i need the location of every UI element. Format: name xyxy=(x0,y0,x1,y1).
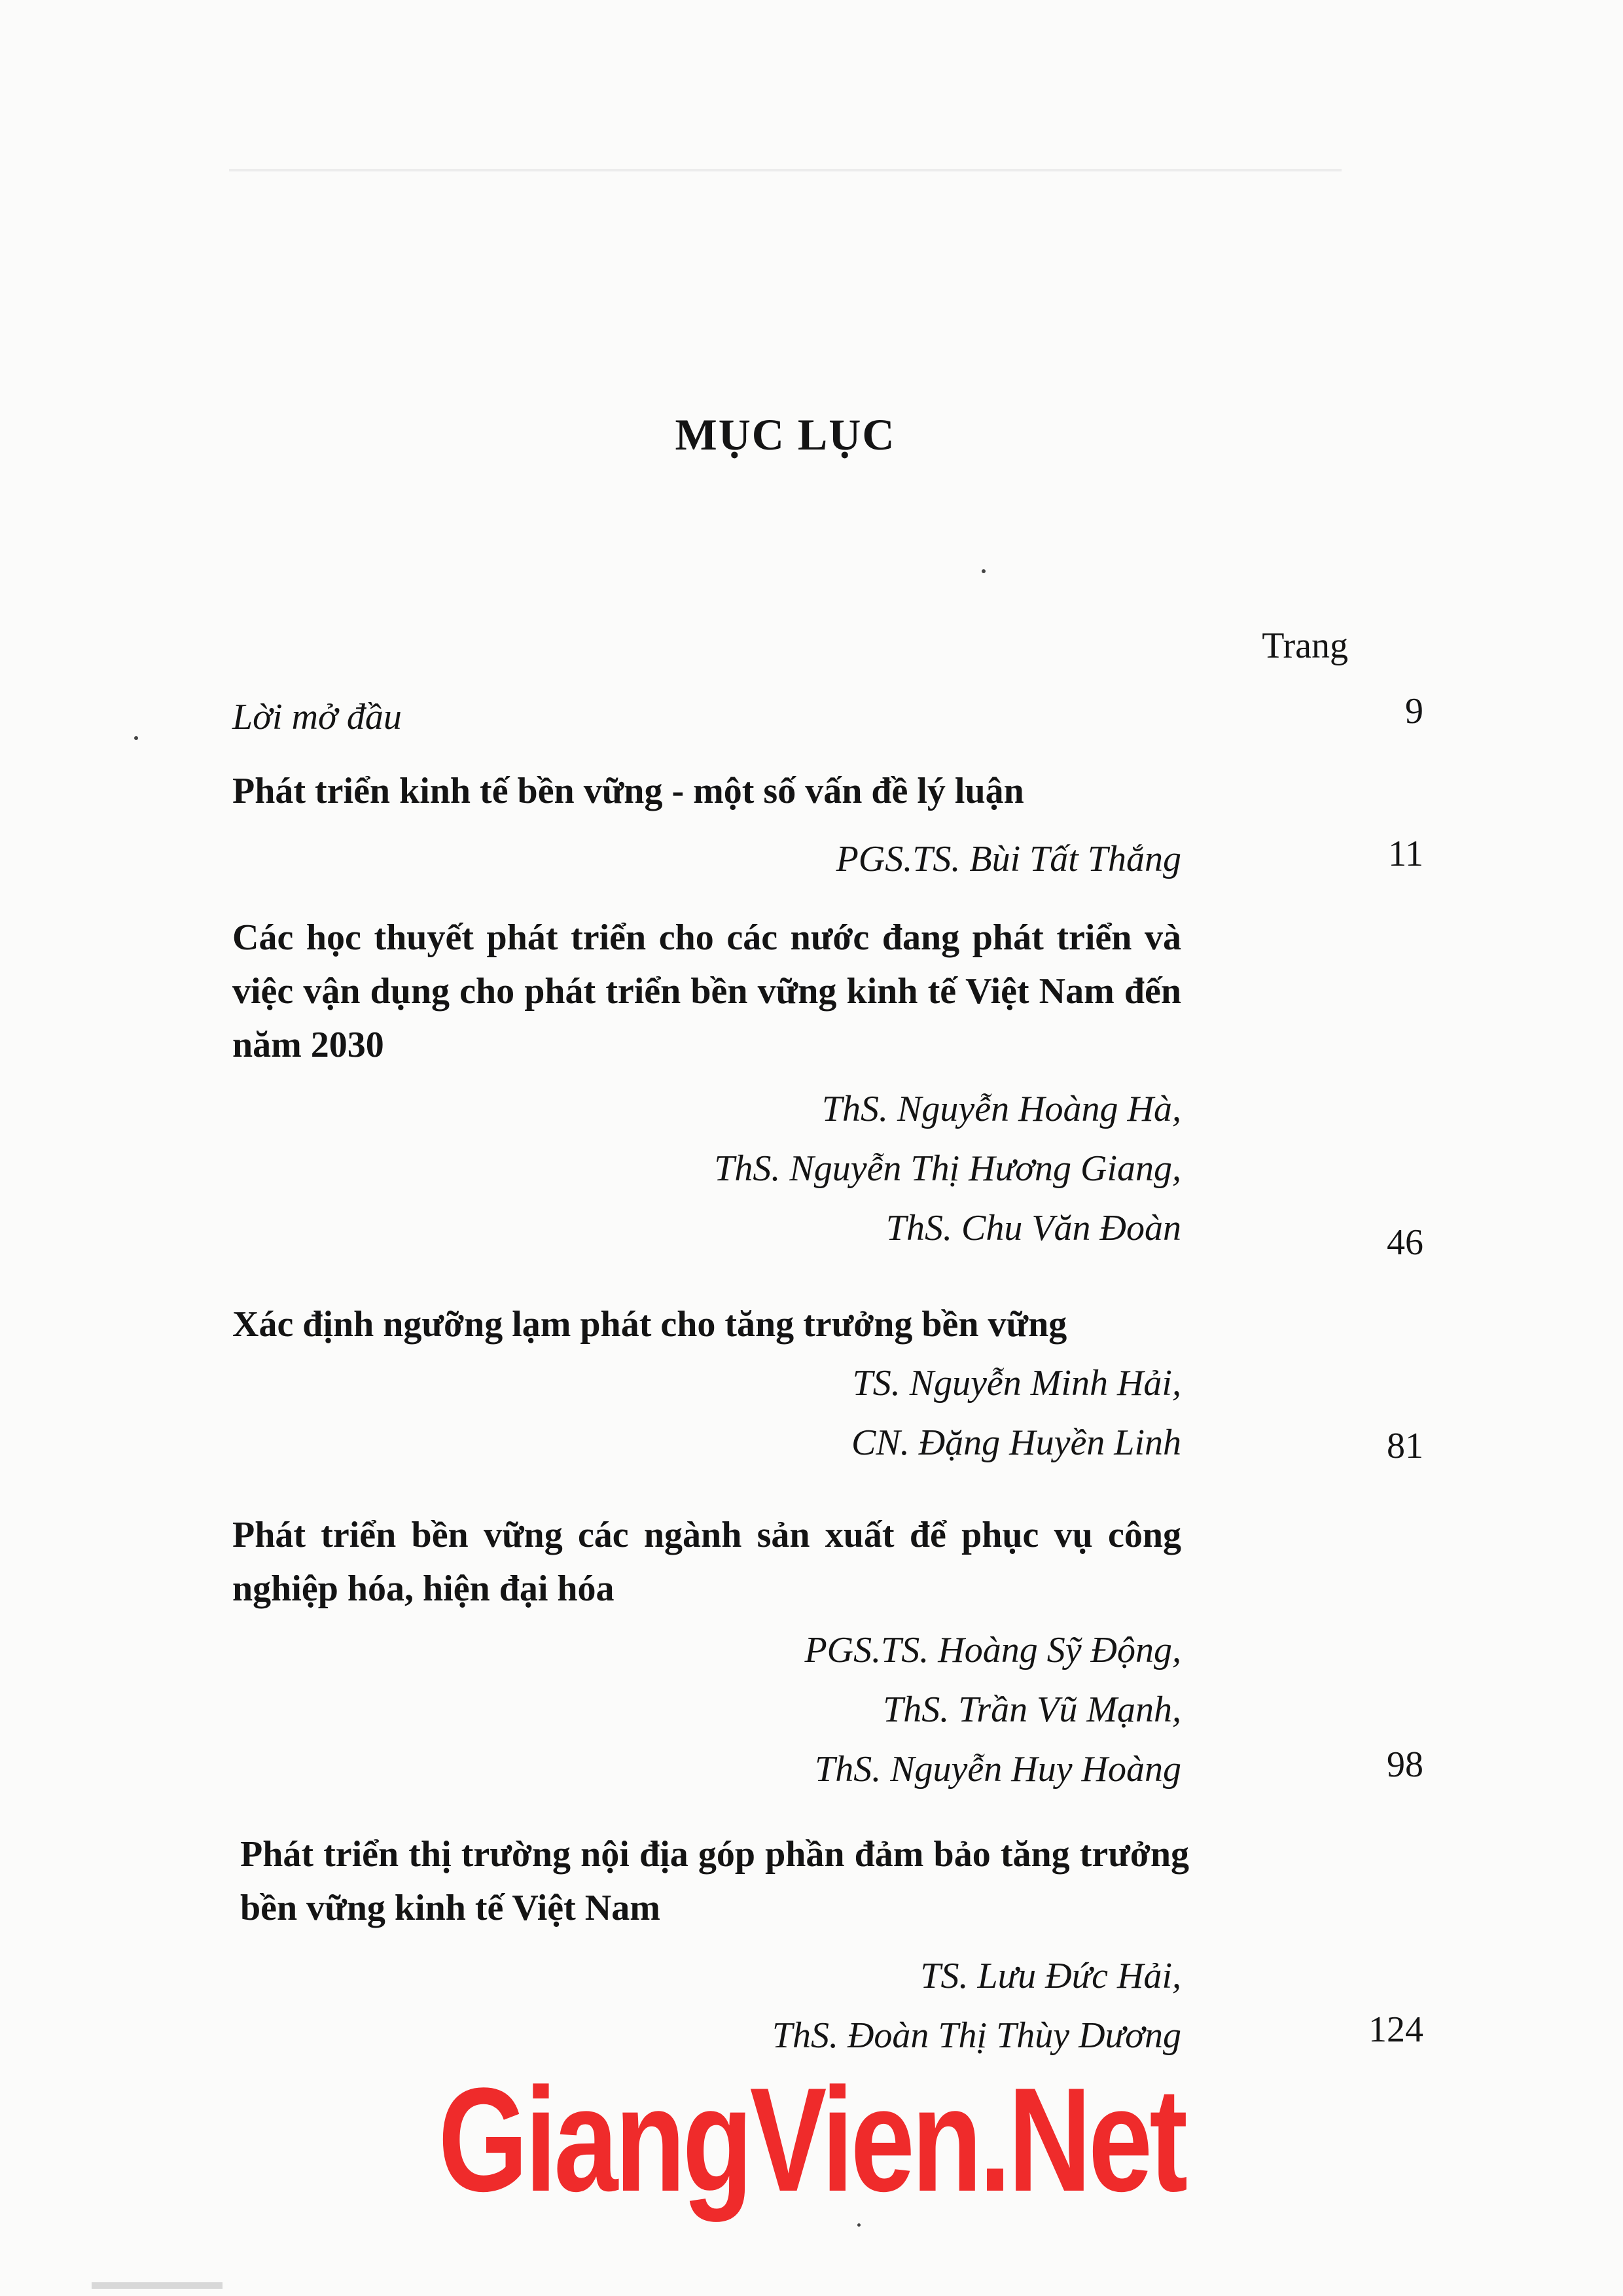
watermark-logo: GiangVien.Net xyxy=(438,2057,1185,2222)
author-line: ThS. Nguyễn Thị Hương Giang, xyxy=(714,1148,1181,1189)
entry-title: Lời mở đầu xyxy=(232,697,402,737)
author-line: PGS.TS. Bùi Tất Thắng xyxy=(836,839,1181,879)
entry-page-number: 98 xyxy=(1387,1744,1423,1785)
toc-entry xyxy=(232,690,1423,744)
toc-entry xyxy=(232,1828,1423,2066)
author-line: CN. Đặng Huyền Linh xyxy=(851,1422,1181,1463)
entry-page-number: 9 xyxy=(1405,691,1423,732)
entry-title: Phát triển kinh tế bền vững - một số vấn đề lý luận xyxy=(232,771,1024,811)
entry-authors xyxy=(232,1354,1181,1473)
entry-page-number: 46 xyxy=(1387,1222,1423,1263)
speck xyxy=(982,569,986,573)
entry-authors xyxy=(232,830,1181,889)
entry-title: Xác định ngưỡng lạm phát cho tăng trưởng bền vững xyxy=(232,1304,1067,1345)
author-line: ThS. Chu Văn Đoàn xyxy=(885,1208,1181,1248)
entry-authors xyxy=(232,1080,1181,1258)
bleed-through-header-rule xyxy=(229,169,1342,171)
entry-authors xyxy=(232,1621,1181,1799)
author-line: ThS. Đoàn Thị Thùy Dương xyxy=(772,2015,1181,2056)
entry-authors xyxy=(232,1947,1181,2066)
entry-page-number: 124 xyxy=(1368,2009,1423,2050)
entry-page-number: 81 xyxy=(1387,1426,1423,1466)
speck xyxy=(134,736,138,740)
author-line: ThS. Trần Vũ Mạnh, xyxy=(883,1689,1181,1730)
entry-title: Phát triển thị trường nội địa góp phần đảm bảo tăng trưởng bền vững kinh tế Việt Nam xyxy=(240,1834,1189,1928)
author-line: PGS.TS. Hoàng Sỹ Động, xyxy=(804,1630,1181,1670)
toc-entry xyxy=(232,911,1423,1263)
entry-title: Phát triển bền vững các ngành sản xuất để phục vụ công nghiệp hóa, hiện đại hóa xyxy=(232,1515,1181,1609)
page-title: MỤC LỤC xyxy=(675,410,896,459)
author-line: ThS. Nguyễn Hoàng Hà, xyxy=(821,1089,1181,1129)
author-line: TS. Lưu Đức Hải, xyxy=(920,1956,1181,1996)
speck xyxy=(857,2223,861,2227)
scan-edge-shadow xyxy=(92,2282,223,2289)
page-column-label: Trang xyxy=(1262,626,1348,666)
toc-entry xyxy=(232,1298,1423,1473)
author-line: ThS. Nguyễn Huy Hoàng xyxy=(815,1749,1181,1790)
toc-entry xyxy=(232,1508,1423,1799)
author-line: TS. Nguyễn Minh Hải, xyxy=(852,1363,1181,1404)
toc-entry xyxy=(232,764,1423,889)
entry-title: Các học thuyết phát triển cho các nước đang phát triển và việc vận dụng cho phát triển bền vững kinh tế Việt Nam đến năm 2030 xyxy=(232,917,1181,1065)
entry-page-number: 11 xyxy=(1388,834,1423,874)
